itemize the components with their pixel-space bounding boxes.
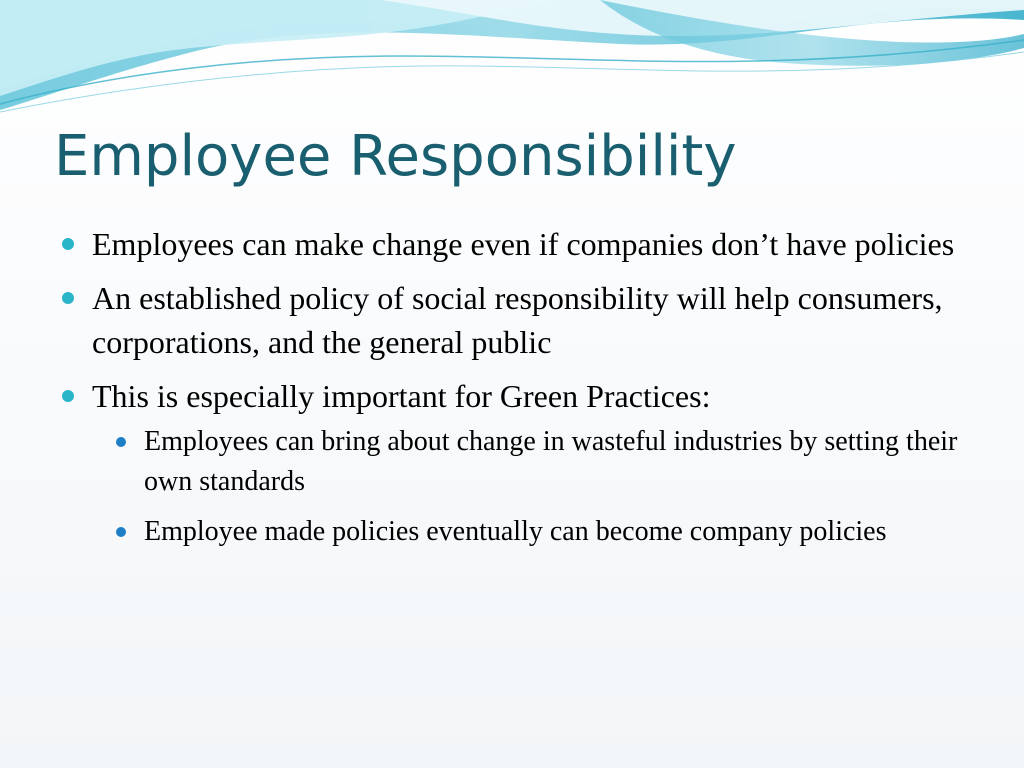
bullet-dot-icon [62, 390, 74, 402]
bullet-list [60, 222, 960, 562]
header-wave-decoration [0, 0, 1024, 120]
slide-title: Employee Responsibility [54, 124, 737, 189]
sub-bullet-text: Employees can bring about change in wasteful industries by setting their own standards [144, 426, 958, 497]
bullet-text: Employees can make change even if companies don’t have policies [92, 226, 955, 262]
bullet-item [60, 374, 960, 552]
bullet-item [60, 276, 960, 364]
sub-bullet-list [92, 422, 960, 552]
bullet-text: This is especially important for Green Practices: [92, 378, 711, 414]
bullet-dot-icon [62, 238, 74, 250]
sub-bullet-dot-icon [116, 437, 126, 447]
sub-bullet-item [102, 512, 960, 552]
sub-bullet-text: Employee made policies eventually can become company policies [144, 516, 887, 547]
sub-bullet-dot-icon [116, 527, 126, 537]
bullet-item [60, 222, 960, 266]
sub-bullet-item [102, 422, 960, 502]
bullet-text: An established policy of social responsibility will help consumers, corporations, and the general public [92, 280, 943, 360]
bullet-dot-icon [62, 292, 74, 304]
